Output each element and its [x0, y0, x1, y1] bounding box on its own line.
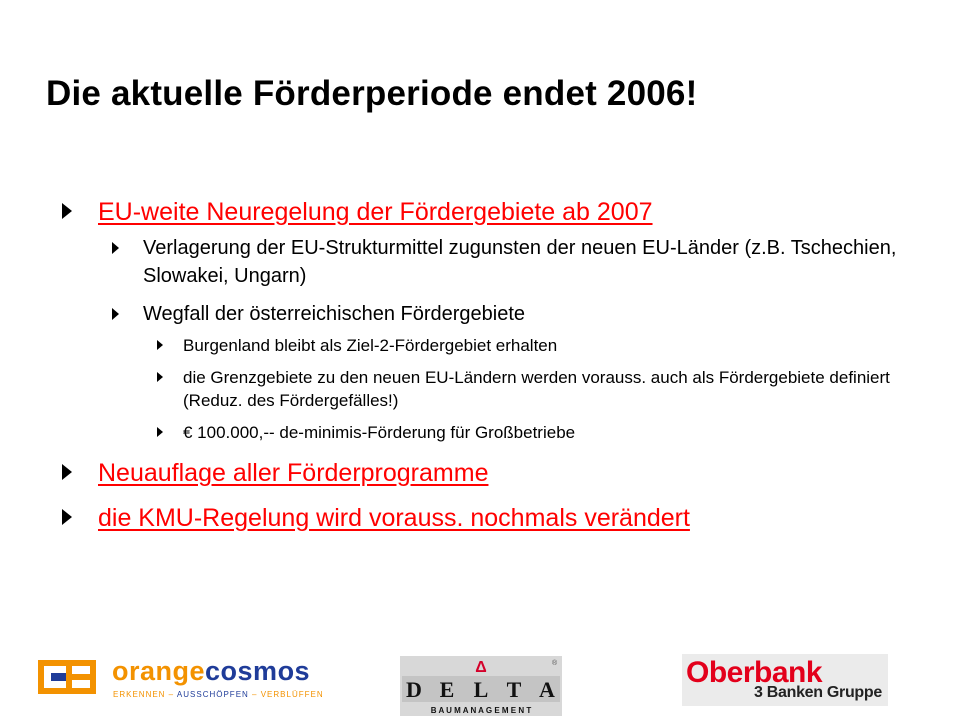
sub-sub-bullet-grenzgebiete — [60, 366, 920, 412]
bullet-link-text[interactable]: Neuauflage aller Förderprogramme — [98, 459, 489, 487]
svg-text:E: E — [439, 677, 455, 702]
bullet-neuauflage[interactable] — [60, 457, 920, 489]
bullet-link-text[interactable]: die KMU-Regelung wird vorauss. nochmals verändert — [98, 504, 690, 532]
triangle-bullet-icon — [62, 203, 72, 219]
svg-text:D: D — [406, 677, 422, 702]
oberbank-subline: 3 Banken Gruppe — [754, 684, 882, 701]
sub-sub-bullet-deminimis — [60, 421, 920, 444]
svg-text:T: T — [506, 677, 522, 702]
sub-bullet-verlagerung — [60, 234, 920, 290]
svg-text:L: L — [473, 677, 489, 702]
bullet-kmu-regelung[interactable] — [60, 502, 920, 534]
orangecosmos-tagline: ERKENNEN – AUSSCHÖPFEN – VERBLÜFFEN — [113, 690, 324, 699]
sub-sub-bullet-text: Burgenland bleibt als Ziel-2-Fördergebiet erhalten — [183, 336, 558, 355]
sub-sub-bullet-text: die Grenzgebiete zu den neuen EU-Ländern werden vorauss. auch als Fördergebiete definiert (Reduz. des Fördergefälles!) — [183, 368, 890, 410]
sub-bullet-text: Verlagerung der EU-Strukturmittel zugunsten der neuen EU-Länder (z.B. Tschechien, Slowakei, Ungarn) — [143, 237, 897, 287]
delta-baumanagement-logo — [400, 656, 562, 716]
bullet-list — [60, 196, 920, 534]
slide-title: Die aktuelle Förderperiode endet 2006! — [46, 74, 698, 113]
svg-text:A: A — [539, 677, 555, 702]
sub-bullet-wegfall — [60, 300, 920, 328]
triangle-bullet-icon — [157, 340, 163, 350]
oberbank-logo — [682, 654, 888, 706]
orangecosmos-mark-icon — [38, 660, 96, 694]
triangle-bullet-icon — [112, 308, 119, 320]
orangecosmos-wordmark: orangecosmos — [112, 656, 311, 686]
triangle-bullet-icon — [62, 464, 72, 480]
svg-text:B A U M A N A G E M E N T: B A U M A N A G E M E N T — [430, 706, 532, 715]
bullet-eu-neuregelung[interactable] — [60, 196, 920, 228]
delta-symbol-icon: Δ — [475, 659, 487, 676]
bullet-link-text[interactable]: EU-weite Neuregelung der Fördergebiete ab 2007 — [98, 198, 653, 226]
triangle-bullet-icon — [112, 242, 119, 254]
sub-sub-bullet-burgenland — [60, 334, 920, 357]
triangle-bullet-icon — [62, 509, 72, 525]
oberbank-wordmark: Oberbank — [686, 656, 823, 689]
sub-bullet-text: Wegfall der österreichischen Fördergebiete — [143, 303, 526, 325]
svg-text:®: ® — [552, 660, 558, 667]
triangle-bullet-icon — [157, 427, 163, 437]
orangecosmos-logo — [38, 656, 348, 704]
triangle-bullet-icon — [157, 372, 163, 382]
sub-sub-bullet-text: € 100.000,-- de-minimis-Förderung für Großbetriebe — [183, 423, 576, 442]
